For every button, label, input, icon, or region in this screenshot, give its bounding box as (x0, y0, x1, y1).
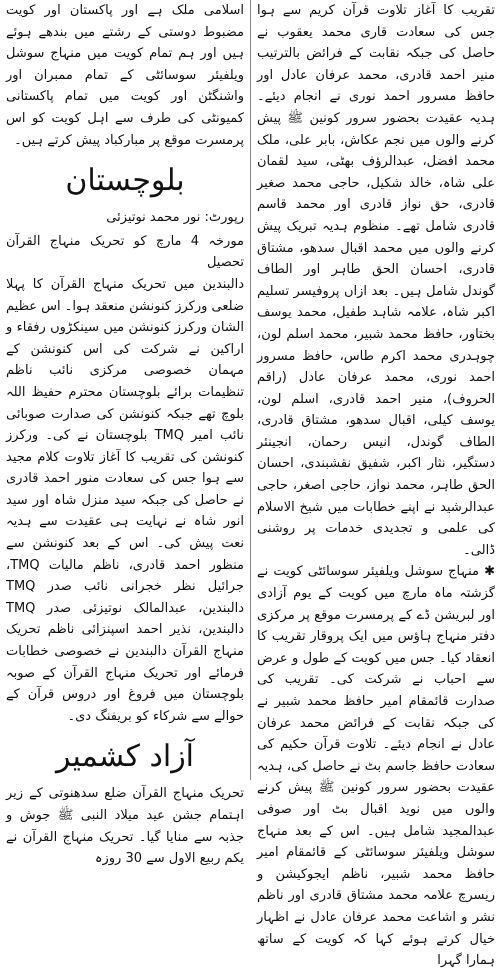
section-heading-balochistan: بلوچستان (65, 163, 185, 199)
report-byline: رپورٹ: نور محمد نوتیزئی (106, 210, 244, 226)
right-paragraph-2-text: منہاج سوشل ویلفیئر سوسائٹی کویت نے گزشتہ ماہ مارچ میں کویت کے یوم آزادی اور لبریشن ڈے کے پرمسرت موقع پر مرکزی دفتر منہاج ہاؤس میں ایک پروقار تقریب کا انعقاد کیا۔ جس میں کویت کے طول و عرض سے احباب نے شرکت کی۔ تقریب کی صدارت قائمقام امیر حافظ محمد شبیر نے کی جبکہ نقابت کے فرائض محمد عرفان عادل نے انجام دیئے۔ تلاوت قرآن حکیم کی سعادت حافظ جاسم بٹ نے حاصل کی، ہدیہ عقیدت بحضور سرور کونین ﷺ پیش کرنے والوں میں نوید اقبال بٹ اور صوفی عبدالمجید شامل ہیں۔ اس کے بعد منہاج سوشل ویلفیئر سوسائٹی کے قائمقام امیر حافظ محمد شبیر، ناظم ایجوکیشن و ریسرچ علامہ محمد مشتاق قادری اور ناظم نشر و اشاعت محمد عرفان عادل نے اظہار خیال کرتے ہوئے کہا کہ کویت کے ساتھ ہمارا گہرا (257, 564, 495, 969)
star-bullet-icon: ✱ (484, 564, 495, 580)
left-paragraph-3: تحریک منہاج القرآن ضلع سدھنوتی کے زیر اہتمام جشن عید میلاد النبی ﷺ جوش و جذبہ سے منایا گیا۔ تحریک منہاج القرآن نے یکم ربیع الاول سے 30 روزہ (6, 786, 244, 867)
section-heading-azad-kashmir: آزاد کشمیر (55, 739, 195, 775)
right-column (257, 0, 495, 969)
left-column (6, 0, 244, 867)
report-dateline: مورخہ 4 مارچ کو تحریک منہاج القرآن تحصیل (6, 233, 244, 271)
left-paragraph-2: دالبندین میں تحریک منہاج القرآن کا پہلا ضلعی ورکرز کنونشن منعقد ہوا۔ اس عظیم الشان ورکرز کنونشن میں سینکڑوں رفقاء و اراکین نے شرکت کی اس کنونشن کے مہمان خصوصی مرکزی نائب ناظم تنظیمات برائے بلوچستان محترم حفیظ اللہ بلوچ تھے جبکہ کنونشن کی صدارت صوبائی نائب امیر TMQ بلوچستان نے کی۔ ورکرز کنونشن کی تقریب کا آغاز تلاوت کلام مجید سے ہوا جس کی سعادت منور احمد قادری نے حاصل کی جبکہ سید منزل شاہ اور سید انور شاہ نے نہایت ہی عقیدت سے ہدیہ نعت پیش کی۔ اس کے بعد کنونشن سے منظور احمد قادری، ناظم مالیات TMQ، جرائیل نظر خجرانی نائب صدر TMQ دالبندین، عبدالمالک نوتیزئی صدر TMQ دالبندین، نذیر احمد اسپنزائی ناظم تحریک منہاج القرآن دالبندین نے خصوصی خطابات فرمائے اور تحریک منہاج القرآن کے صوبہ بلوچستان میں فروغ اور دروس قرآن کے حوالے سے شرکاء کو بریفنگ دی۔ (6, 276, 244, 724)
right-paragraph-2 (257, 561, 495, 971)
left-paragraph-1: اسلامی ملک ہے اور پاکستان اور کویت مضبوط دوستی کے رشتے میں بندھے ہوئے ہیں اور ہم تمام کویت میں منہاج سوشل ویلفیئر سوسائٹی کے تمام ممبران اور واشنگٹن اور کویت میں تمام پاکستانی کمیونٹی کی طرف سے اہل کویت کو اس پرمسرت موقع پر مبارکباد پیش کرتے ہیں۔ (6, 3, 244, 148)
column-divider (250, 0, 251, 780)
right-paragraph-1: تقریب کا آغاز تلاوت قرآن کریم سے ہوا جس کی سعادت قاری محمد یعقوب نے حاصل کی جبکہ نقابت کے فرائض بالترتیب منیر احمد قادری، محمد عرفان عادل اور حافظ مسرور احمد نوری نے انجام دیئے۔ ہدیہ عقیدت بحضور سرور کونین ﷺ پیش کرنے والوں میں نجم عکاش، بابر علی، ملک محمد افضل، عبدالرؤف بھٹی، سید لقمان علی شاہ، خالد شکیل، حاجی محمد صغیر قادری، حق نواز قادری اور محمد قاسم قادری شامل تھے۔ منظوم ہدیہ تبریک پیش کرنے والوں میں محمد اقبال سدھو، مشتاق قادری، احسان الحق طاہر اور الطاف گوندل شامل ہیں۔ بعد ازاں پروفیسر تسلیم اکبر شاہ، علامہ شاہد طفیل، محمد یوسف بختاور، حافظ محمد شبیر، محمد اسلم لون، چوہدری محمد اکرم طاس، حافظ مسرور احمد نوری، محمد عرفان عادل (راقم الحروف)، منیر احمد قادری، اسلم لون، یوسف کیلی، اقبال سدھو، مشتاق قادری، الطاف گوندل، انیس رحمان، انجینئر دستگیر، نثار اکبر، شفیق نقشبندی، احسان الحق طاہر، محمد نواز، حاجی اصغر، حاجی عبدالرشید نے اپنے خطابات میں شیخ الاسلام کی علمی و تجدیدی خدمات پر روشنی ڈالی۔ (257, 3, 495, 558)
